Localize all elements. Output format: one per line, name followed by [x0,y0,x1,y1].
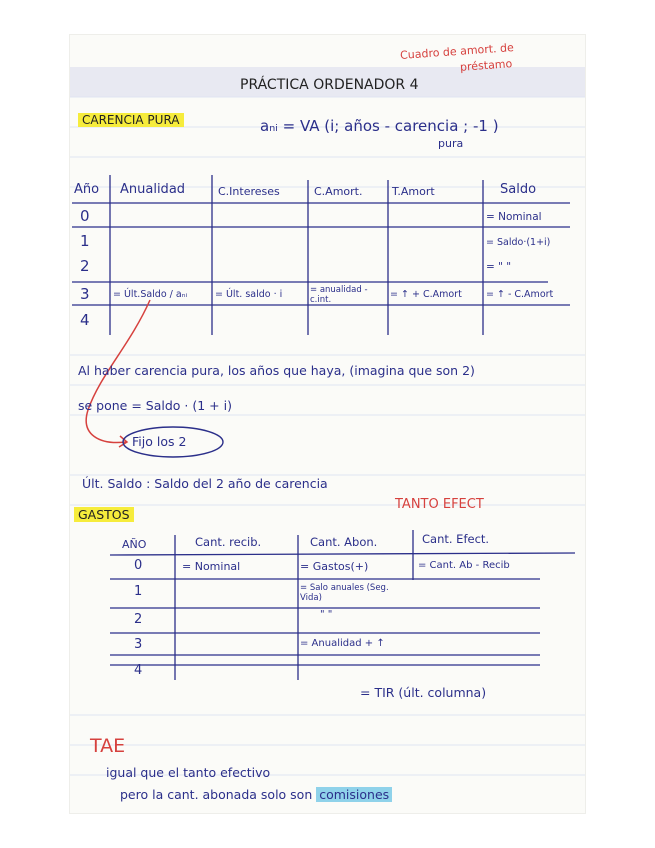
note-saldo-formula: se pone = Saldo · (1 + i) [78,398,232,413]
t2-row2-abon: " " [320,609,333,620]
tir-note: = TIR (últ. columna) [360,685,487,700]
t1-header-tamort: T.Amort [392,185,435,198]
t2-row4-ano: 4 [134,663,143,678]
section-label-carencia: CARENCIA PURA [78,113,184,127]
tae-line2 [120,787,392,802]
t1-row3-camort: = anualidad - c.int. [310,285,368,305]
bubble-fijo: Fijo los 2 [132,434,187,449]
t1-row3-anualidad: = Últ.Saldo / aₙᵢ [113,289,188,300]
corner-note-line2: préstamo [459,57,513,74]
t1-header-anualidad: Anualidad [120,182,186,197]
t2-row0-recib: = Nominal [182,560,241,573]
t2-row3-abon: = Anualidad + ↑ [300,638,385,649]
corner-note-line1: Cuadro de amort. de [399,41,515,62]
tae-line2-text: pero la cant. abonada solo son [120,787,313,802]
t1-row2-ano: 2 [80,257,90,275]
table2-grid [70,35,585,813]
t1-header-intereses: C.Intereses [218,185,280,198]
page-title: PRÁCTICA ORDENADOR 4 [240,77,419,93]
section-label-gastos: GASTOS [74,507,134,522]
t2-row0-ano: 0 [134,558,143,573]
t1-row3-intereses: = Últ. saldo · i [215,289,283,300]
t2-row1-ano: 1 [134,584,143,599]
notebook-page [70,35,585,813]
formula-subscript: pura [438,137,464,150]
t1-row3-ano: 3 [80,285,90,303]
note-carencia-years: Al haber carencia pura, los años que haya, (imagina que son 2) [78,363,475,378]
formula-carencia: aₙᵢ = VA (i; años - carencia ; -1 ) [260,117,499,135]
t2-header-ano: AÑO [122,538,147,551]
tae-title: TAE [90,735,126,757]
t1-row3-saldo: = ↑ - C.Amort [486,289,554,300]
t1-row1-saldo: = Saldo·(1+i) [486,237,551,248]
t2-row2-ano: 2 [134,612,143,627]
tae-highlight-comisiones: comisiones [316,787,392,802]
t2-header-efect: Cant. Efect. [422,532,490,546]
t2-row3-ano: 3 [134,637,143,652]
note-ult-saldo: Últ. Saldo : Saldo del 2 año de carencia [82,476,328,491]
t1-header-ano: Año [74,182,100,197]
t2-row0-efect: = Cant. Ab - Recib [418,560,510,571]
tanto-efect-label: TANTO EFECT [395,497,484,512]
t1-row1-ano: 1 [80,232,90,250]
t1-header-camort: C.Amort. [314,185,363,198]
t1-row2-saldo: = " " [486,261,512,273]
t1-row0-ano: 0 [80,207,90,225]
t2-row1-abon: = Salo anuales (Seg. Vida) [300,583,389,603]
t1-row4-ano: 4 [80,311,90,329]
tae-line1: igual que el tanto efectivo [106,765,271,780]
t2-header-recib: Cant. recib. [195,535,262,549]
t2-header-abon: Cant. Abon. [310,535,378,549]
t2-row0-abon: = Gastos(+) [300,560,369,573]
t1-row0-saldo: = Nominal [486,211,542,223]
t1-row3-tamort: = ↑ + C.Amort [390,289,462,300]
t1-header-saldo: Saldo [500,182,537,197]
